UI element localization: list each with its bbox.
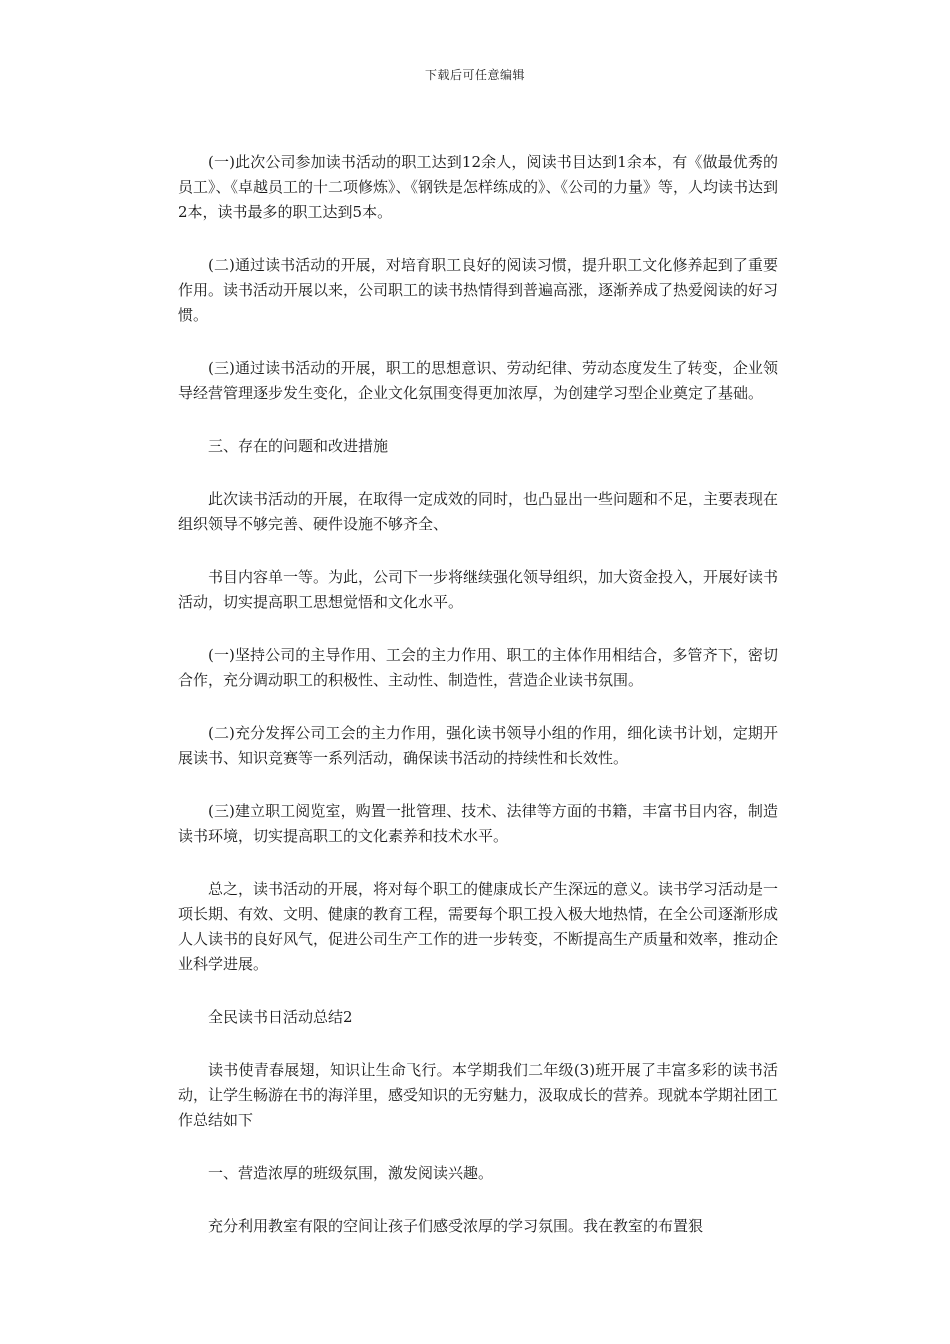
section-heading: 一、营造浓厚的班级氛围，激发阅读兴趣。 [208,1164,494,1182]
section-heading: 三、存在的问题和改进措施 [208,437,389,455]
paragraph: (二)充分发挥公司工会的主力作用，强化读书领导小组的作用，细化读书计划，定期开展读书、知识竞赛等一系列活动，确保读书活动的持续性和长效性。 [178,724,778,767]
page-header: 下载后可任意编辑 [424,68,525,82]
paragraph: (一)坚持公司的主导作用、工会的主力作用、职工的主体作用相结合，多管齐下，密切合作，充分调动职工的积极性、主动性、制造性，营造企业读书氛围。 [178,646,778,689]
paragraph: 此次读书活动的开展，在取得一定成效的同时，也凸显出一些问题和不足，主要表现在组织领导不够完善、硬件设施不够齐全、 [178,490,779,533]
section-heading: 全民读书日活动总结2 [208,1008,353,1026]
paragraph: (三)建立职工阅览室，购置一批管理、技术、法律等方面的书籍，丰富书目内容，制造读书环境，切实提高职工的文化素养和技术水平。 [178,802,778,845]
paragraph: 总之，读书活动的开展，将对每个职工的健康成长产生深远的意义。读书学习活动是一项长期、有效、文明、健康的教育工程，需要每个职工投入极大地热情，在全公司逐渐形成人人读书的良好风气，促进公司生产工作的进一步转变，不断提高生产质量和效率，推动企业科学进展。 [178,880,779,973]
paragraph: (二)通过读书活动的开展，对培育职工良好的阅读习惯，提升职工文化修养起到了重要作用。读书活动开展以来，公司职工的读书热情得到普遍高涨，逐渐养成了热爱阅读的好习惯。 [178,256,779,324]
paragraph: 书目内容单一等。为此，公司下一步将继续强化领导组织，加大资金投入，开展好读书活动，切实提高职工思想觉悟和文化水平。 [178,568,779,611]
paragraph: 读书使青春展翅，知识让生命飞行。本学期我们二年级(3)班开展了丰富多彩的读书活动，让学生畅游在书的海洋里，感受知识的无穷魅力，汲取成长的营养。现就本学期社团工作总结如下 [178,1061,779,1129]
paragraph: (一)此次公司参加读书活动的职工达到12余人，阅读书目达到1余本，有《做最优秀的员工》、《卓越员工的十二项修炼》、《钢铁是怎样练成的》、《公司的力量》等，人均读书达到2本，读书最多的职工达到5本。 [178,153,779,221]
paragraph: 充分利用教室有限的空间让孩子们感受浓厚的学习氛围。我在教室的布置狠 [208,1217,704,1235]
paragraph: (三)通过读书活动的开展，职工的思想意识、劳动纪律、劳动态度发生了转变，企业领导经营管理逐步发生变化，企业文化氛围变得更加浓厚，为创建学习型企业奠定了基础。 [178,359,778,402]
document-body [178,150,778,1267]
